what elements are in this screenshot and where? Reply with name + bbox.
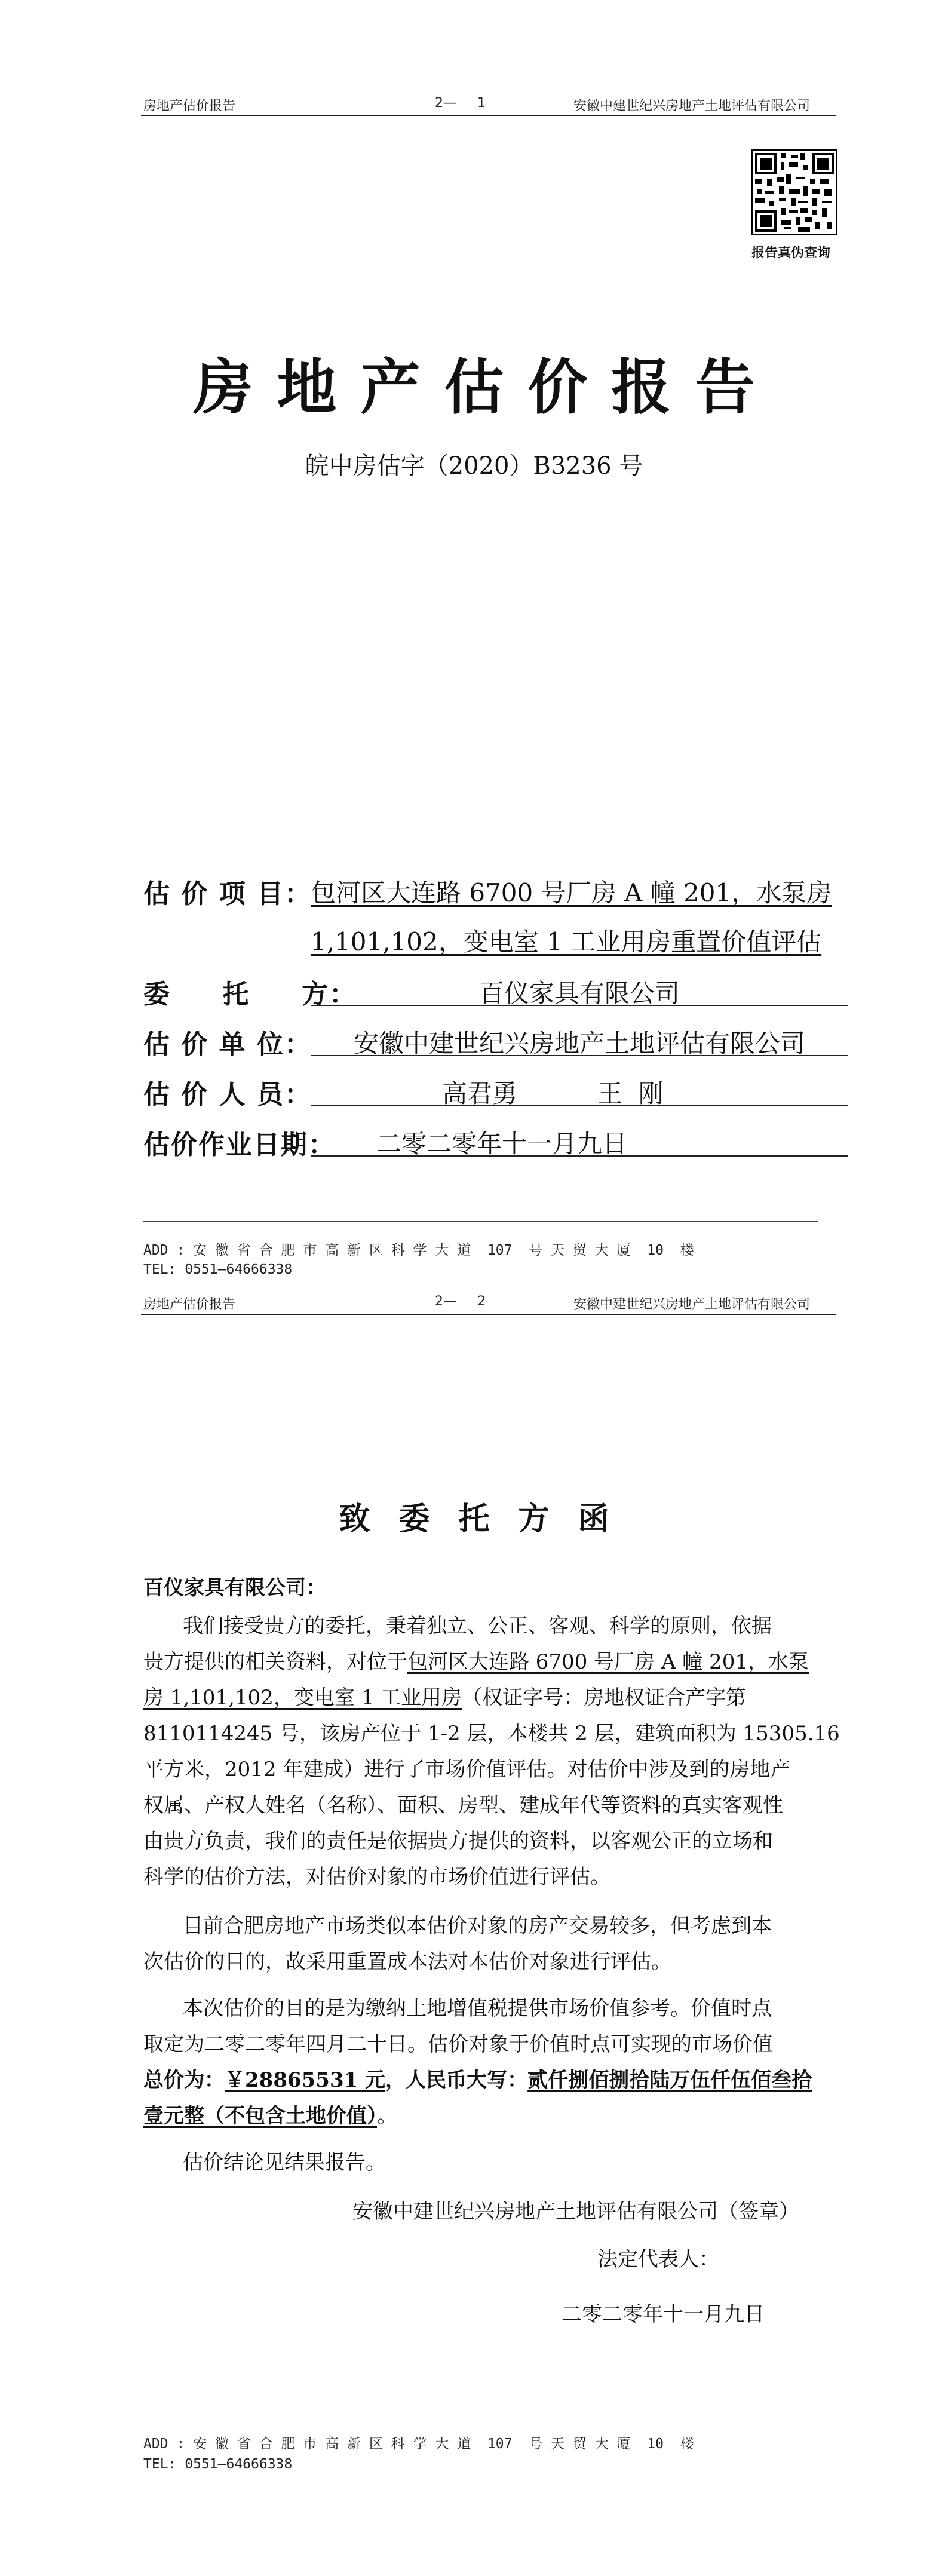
footer-address: ADD : 安 徽 省 合 肥 市 高 新 区 科 学 大 道 107 号 天 贸 大 厦 10 楼: [143, 1243, 694, 1258]
letter-p1-line6: 权属、产权人姓名（名称）、面积、房型、建成年代等资料的真实客观性: [143, 1793, 783, 1817]
footer-rule: [143, 1221, 818, 1222]
qr-code-icon[interactable]: [751, 149, 837, 235]
appraiser-label: 估 价 单 位：: [143, 1029, 312, 1060]
letter-p1-line3: 房 1,101,102，变电室 1 工业用房（权证字号：房地权证合产字第: [143, 1686, 747, 1710]
letter-total-line1: 总价为：￥28865531 元，人民币大写：贰仟捌佰捌拾陆万伍仟伍佰叁拾: [143, 2068, 812, 2092]
appraiser-value: 安徽中建世纪兴房地产土地评估有限公司: [353, 1029, 805, 1058]
letter-total-line2: 壹元整（不包含土地价值）。: [143, 2104, 397, 2128]
report-number: 皖中房估字（2020）B3236 号: [305, 452, 643, 480]
header-rule: [141, 1314, 836, 1315]
client-label: 委 托 方：: [143, 979, 357, 1010]
project-label: 估 价 项 目：: [143, 879, 312, 909]
date-label: 估价作业日期：: [143, 1130, 336, 1160]
letter-salutation: 百仪家具有限公司：: [143, 1576, 326, 1600]
letter-p1-line4: 8110114245 号，该房产位于 1-2 层，本楼共 2 层，建筑面积为 15305.16: [143, 1722, 840, 1746]
header-page-number: 2— 2: [435, 1294, 486, 1309]
qr-caption: 报告真伪查询: [751, 246, 831, 260]
footer-address: ADD : 安 徽 省 合 肥 市 高 新 区 科 学 大 道 107 号 天 贸 大 厦 10 楼: [143, 2436, 694, 2452]
signature-representative: 法定代表人：: [597, 2247, 719, 2271]
person-1: 高君勇: [442, 1079, 518, 1108]
header-right: 安徽中建世纪兴房地产土地评估有限公司: [573, 1297, 811, 1312]
letter-conclusion: 估价结论见结果报告。: [183, 2151, 386, 2175]
letter-p3-line2: 取定为二零二零年四月二十日。估价对象于价值时点可实现的市场价值: [143, 2032, 773, 2056]
footer-tel: TEL: 0551—64666338: [143, 2457, 293, 2472]
letter-title: 致委托方函: [339, 1501, 638, 1537]
project-value-line1: 包河区大连路 6700 号厂房 A 幢 201，水泵房: [311, 878, 832, 907]
header-right: 安徽中建世纪兴房地产土地评估有限公司: [573, 99, 811, 114]
header-left: 房地产估价报告: [143, 99, 236, 114]
letter-p1-line8: 科学的估价方法，对估价对象的市场价值进行评估。: [143, 1865, 610, 1889]
letter-p2-line1: 目前合肥房地产市场类似本估价对象的房产交易较多，但考虑到本: [183, 1914, 772, 1938]
project-value-line2: 1,101,102，变电室 1 工业用房重置价值评估: [311, 927, 822, 956]
header-rule: [141, 115, 836, 116]
footer-tel: TEL: 0551—64666338: [143, 1262, 293, 1277]
client-value: 百仪家具有限公司: [478, 979, 680, 1008]
persons-label: 估 价 人 员：: [143, 1080, 312, 1110]
header-left: 房地产估价报告: [143, 1297, 236, 1312]
date-value: 二零二零年十一月九日: [376, 1129, 627, 1158]
letter-p2-line2: 次估价的目的，故采用重置成本法对本估价对象进行评估。: [143, 1950, 671, 1974]
signature-company: 安徽中建世纪兴房地产土地评估有限公司（签章）: [352, 2200, 799, 2224]
letter-p1-line2: 贵方提供的相关资料，对位于包河区大连路 6700 号厂房 A 幢 201，水泵: [143, 1650, 809, 1674]
header-page-number: 2— 1: [435, 96, 486, 111]
person-2: 王 刚: [597, 1079, 664, 1108]
signature-date: 二零二零年十一月九日: [562, 2302, 765, 2326]
letter-p3-line1: 本次估价的目的是为缴纳土地增值税提供市场价值参考。价值时点: [183, 1997, 772, 2020]
letter-p1-line5: 平方米，2012 年建成）进行了市场价值评估。对估价中涉及到的房地产: [143, 1758, 791, 1781]
letter-p1-line1: 我们接受贵方的委托，秉着独立、公正、客观、科学的原则，依据: [183, 1614, 772, 1638]
persons-underline: [311, 1105, 848, 1106]
report-title: 房地产估价报告: [193, 352, 779, 422]
letter-p1-line7: 由贵方负责，我们的责任是依据贵方提供的资料，以客观公正的立场和: [143, 1829, 773, 1853]
